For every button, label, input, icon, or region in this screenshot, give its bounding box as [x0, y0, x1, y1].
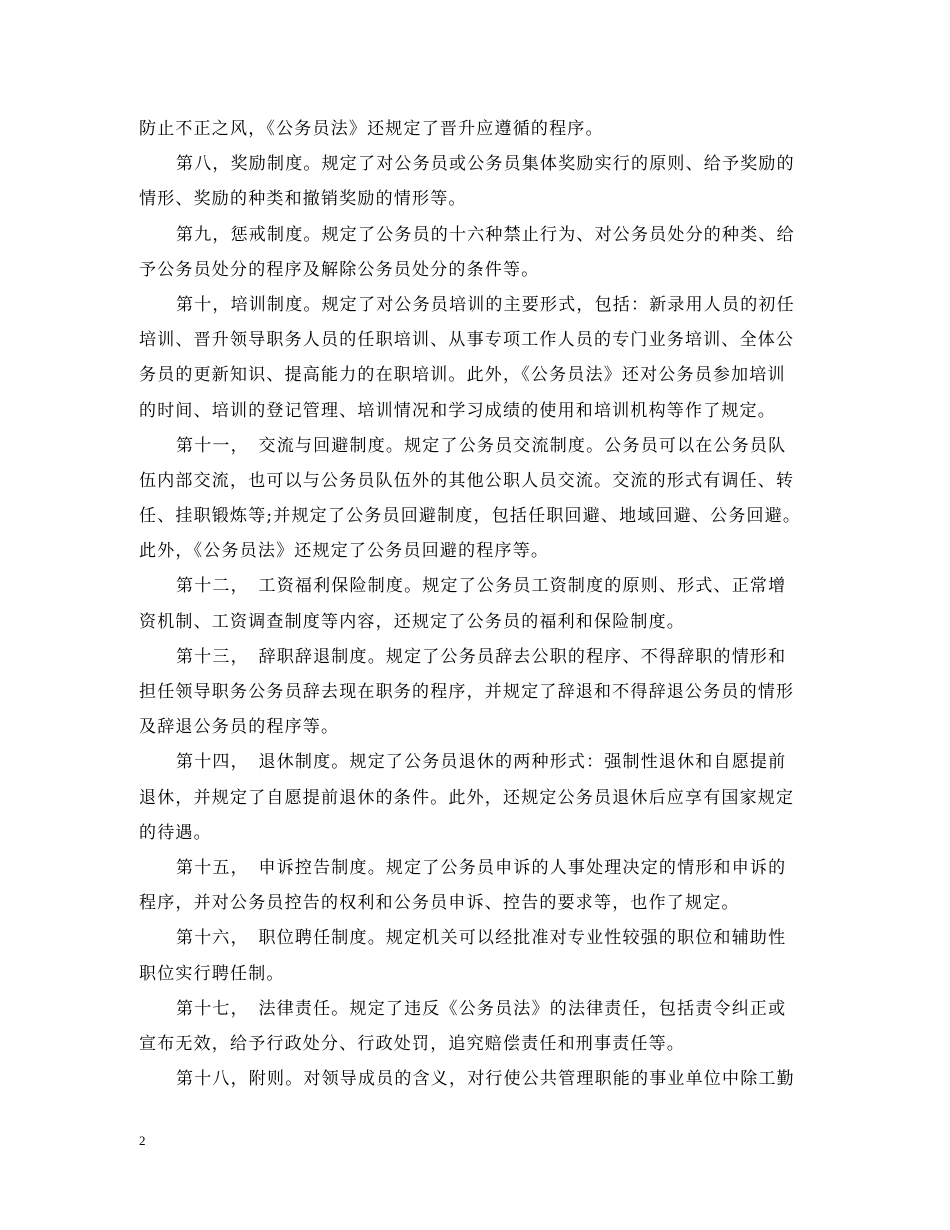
- text-line: 伍内部交流，也可以与公务员队伍外的其他公职人员交流。交流的形式有调任、转: [139, 470, 795, 491]
- text-line: 第十七， 法律责任。规定了违反《公务员法》的法律责任，包括责令纠正或: [176, 998, 787, 1019]
- page-number: 2: [139, 1133, 146, 1148]
- text-line: 第十二， 工资福利保险制度。规定了公务员工资制度的原则、形式、正常增: [176, 576, 787, 597]
- text-line: 第十三， 辞职辞退制度。规定了公务员辞去公职的程序、不得辞职的情形和: [176, 646, 787, 667]
- text-line: 第十，培训制度。规定了对公务员培训的主要形式，包括：新录用人员的初任: [176, 294, 795, 315]
- text-line: 第十六， 职位聘任制度。规定机关可以经批准对专业性较强的职位和辅助性: [176, 928, 787, 949]
- text-line: 任、挂职锻炼等;并规定了公务员回避制度，包括任职回避、地域回避、公务回避。: [139, 506, 802, 527]
- text-line: 予公务员处分的程序及解除公务员处分的条件等。: [139, 259, 540, 280]
- text-line: 情形、奖励的种类和撤销奖励的情形等。: [139, 189, 467, 210]
- text-line: 第八，奖励制度。规定了对公务员或公务员集体奖励实行的原则、给予奖励的: [176, 154, 795, 175]
- text-line: 职位实行聘任制。: [139, 963, 285, 984]
- text-line: 此外，《公务员法》还规定了公务员回避的程序等。: [139, 541, 550, 562]
- text-line: 防止不正之风，《公务员法》还规定了晋升应遵循的程序。: [139, 119, 604, 139]
- text-line: 第十五， 申诉控告制度。规定了公务员申诉的人事处理决定的情形和申诉的: [176, 857, 787, 878]
- text-line: 务员的更新知识、提高能力的在职培训。此外，《公务员法》还对公务员参加培训: [139, 365, 786, 386]
- text-line: 培训、晋升领导职务人员的任职培训、从事专项工作人员的专门业务培训、全体公: [139, 330, 795, 351]
- text-line: 资机制、工资调查制度等内容，还规定了公务员的福利和保险制度。: [139, 611, 685, 632]
- document-body: [139, 112, 813, 1097]
- text-line: 退休，并规定了自愿提前退休的条件。此外，还规定公务员退休后应享有国家规定: [139, 787, 795, 808]
- text-line: 第十八，附则。对领导成员的含义，对行使公共管理职能的事业单位中除工勤: [176, 1069, 795, 1090]
- text-line: 的时间、培训的登记管理、培训情况和学习成绩的使用和培训机构等作了规定。: [139, 400, 776, 421]
- text-line: 宣布无效，给予行政处分、行政处罚，追究赔偿责任和刑事责任等。: [139, 1033, 685, 1054]
- text-line: 第十四， 退休制度。规定了公务员退休的两种形式：强制性退休和自愿提前: [176, 752, 787, 773]
- text-line: 的待遇。: [139, 822, 212, 843]
- text-line: 程序，并对公务员控告的权利和公务员申诉、控告的要求等，也作了规定。: [139, 893, 740, 914]
- text-line: 第十一， 交流与回避制度。规定了公务员交流制度。公务员可以在公务员队: [176, 435, 787, 456]
- text-line: 第九，惩戒制度。规定了公务员的十六种禁止行为、对公务员处分的种类、给: [176, 224, 795, 245]
- text-line: 担任领导职务公务员辞去现在职务的程序，并规定了辞退和不得辞退公务员的情形: [139, 682, 795, 702]
- text-line: 及辞退公务员的程序等。: [139, 717, 340, 738]
